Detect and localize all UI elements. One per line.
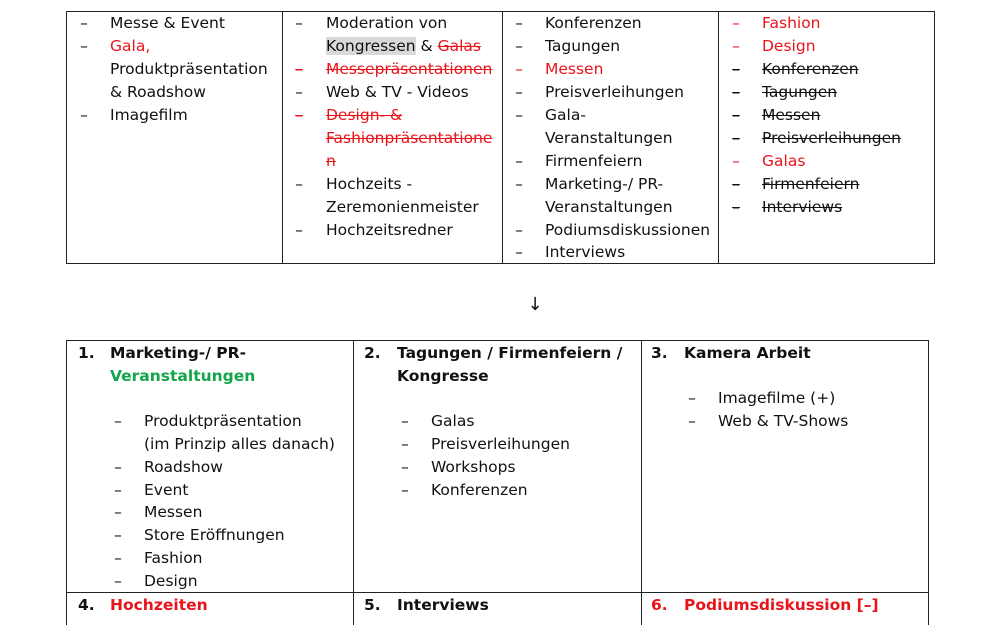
list-item-text: Konferenzen xyxy=(431,481,528,499)
dash-bullet: – xyxy=(401,412,409,430)
list-item-text: Messen xyxy=(144,503,203,521)
dash-bullet: – xyxy=(732,60,740,78)
top-table-divider-1 xyxy=(282,11,283,264)
dash-bullet: – xyxy=(114,572,122,590)
list-item-text: Interviews xyxy=(762,198,843,216)
dash-bullet: – xyxy=(401,481,409,499)
highlighted-text: Kongressen xyxy=(326,37,416,55)
cell-title: Kongresse xyxy=(397,367,489,385)
list-item-text: Store Eröffnungen xyxy=(144,526,285,544)
list-item-text: Fashionpräsentatione xyxy=(326,129,493,147)
list-item-text: Veranstaltungen xyxy=(545,129,673,147)
dash-bullet: – xyxy=(732,175,740,193)
dash-bullet: – xyxy=(114,549,122,567)
connector-text: & xyxy=(415,37,438,55)
dash-bullet: – xyxy=(401,458,409,476)
down-arrow-icon: ↓ xyxy=(527,294,543,315)
dash-bullet: – xyxy=(295,60,303,78)
list-item-text: Gala, xyxy=(110,37,151,55)
dash-bullet: – xyxy=(295,175,303,193)
dash-bullet: – xyxy=(80,14,88,32)
list-item-text: Hochzeits - xyxy=(326,175,413,193)
list-item-text: Firmenfeiern xyxy=(762,175,860,193)
list-item-text: Hochzeitsredner xyxy=(326,221,453,239)
bottom-table-border-top xyxy=(66,340,929,341)
list-item-text: Tagungen xyxy=(762,83,838,101)
list-item-text: Design- & xyxy=(326,106,403,124)
top-table-divider-3 xyxy=(718,11,719,264)
dash-bullet: – xyxy=(732,37,740,55)
list-item-text: Messepräsentationen xyxy=(326,60,493,78)
top-table-border-bottom xyxy=(66,263,935,264)
dash-bullet: – xyxy=(732,152,740,170)
list-item-text: Preisverleihungen xyxy=(431,435,570,453)
dash-bullet: – xyxy=(515,152,523,170)
dash-bullet: – xyxy=(515,14,523,32)
cell-title: Kamera Arbeit xyxy=(684,344,811,362)
list-item-text: Marketing-/ PR- xyxy=(545,175,664,193)
cell-number: 3. xyxy=(651,344,668,362)
list-item-text: Veranstaltungen xyxy=(545,198,673,216)
list-item-text: Moderation von xyxy=(326,14,448,32)
list-item-text: Produktpräsentation xyxy=(144,412,302,430)
cell-number: 4. xyxy=(78,596,95,614)
dash-bullet: – xyxy=(80,106,88,124)
dash-bullet: – xyxy=(515,175,523,193)
list-item-text xyxy=(326,35,481,58)
list-item-text: Fashion xyxy=(144,549,203,567)
list-item-text: Konferenzen xyxy=(762,60,859,78)
top-table-border-right xyxy=(934,11,935,264)
list-item-text: Galas xyxy=(762,152,806,170)
dash-bullet: – xyxy=(515,83,523,101)
cell-title: Marketing-/ PR- xyxy=(110,344,247,362)
cell-number: 5. xyxy=(364,596,381,614)
dash-bullet: – xyxy=(732,83,740,101)
list-item-text: Workshops xyxy=(431,458,516,476)
list-item-text: Imagefilme (+) xyxy=(718,389,836,407)
list-item-text: Konferenzen xyxy=(545,14,642,32)
list-item-text: Preisverleihungen xyxy=(545,83,684,101)
dash-bullet: – xyxy=(688,412,696,430)
bottom-table-divider-2 xyxy=(641,340,642,625)
cell-title: Podiumsdiskussion [–] xyxy=(684,596,879,614)
list-item-text: Firmenfeiern xyxy=(545,152,643,170)
list-item-text: Messen xyxy=(762,106,821,124)
dash-bullet: – xyxy=(732,129,740,147)
cell-number: 6. xyxy=(651,596,668,614)
list-item-text: Preisverleihungen xyxy=(762,129,901,147)
list-item-text: Roadshow xyxy=(144,458,223,476)
top-table-divider-2 xyxy=(502,11,503,264)
list-item-text: Tagungen xyxy=(545,37,621,55)
list-item-text: Web & TV-Shows xyxy=(718,412,849,430)
dash-bullet: – xyxy=(515,37,523,55)
list-item-text: & Roadshow xyxy=(110,83,206,101)
list-item-text: Zeremonienmeister xyxy=(326,198,479,216)
cell-title: Tagungen / Firmenfeiern / xyxy=(397,344,623,362)
dash-bullet: – xyxy=(114,503,122,521)
list-item-text: (im Prinzip alles danach) xyxy=(144,435,335,453)
dash-bullet: – xyxy=(295,106,303,124)
dash-bullet: – xyxy=(732,198,740,216)
dash-bullet: – xyxy=(295,14,303,32)
dash-bullet: – xyxy=(732,106,740,124)
top-table-border-left xyxy=(66,11,67,264)
bottom-table-border-right xyxy=(928,340,929,625)
struck-text: Galas xyxy=(437,37,481,55)
list-item-text: Messe & Event xyxy=(110,14,225,32)
dash-bullet: – xyxy=(688,389,696,407)
cell-number: 2. xyxy=(364,344,381,362)
dash-bullet: – xyxy=(114,481,122,499)
list-item-text: Web & TV - Videos xyxy=(326,83,469,101)
list-item-text: Podiumsdiskussionen xyxy=(545,221,711,239)
list-item-text: Gala- xyxy=(545,106,586,124)
dash-bullet: – xyxy=(515,243,523,261)
bottom-table-border-left xyxy=(66,340,67,625)
list-item-text: Fashion xyxy=(762,14,821,32)
list-item-text: Event xyxy=(144,481,189,499)
dash-bullet: – xyxy=(401,435,409,453)
dash-bullet: – xyxy=(295,83,303,101)
list-item-text: Design xyxy=(762,37,816,55)
list-item-text: Design xyxy=(144,572,198,590)
list-item-text: n xyxy=(326,152,336,170)
cell-number: 1. xyxy=(78,344,95,362)
dash-bullet: – xyxy=(515,106,523,124)
dash-bullet: – xyxy=(114,412,122,430)
dash-bullet: – xyxy=(114,458,122,476)
dash-bullet: – xyxy=(80,37,88,55)
cell-title-highlight: Veranstaltungen xyxy=(110,367,256,385)
dash-bullet: – xyxy=(515,221,523,239)
list-item-text: Imagefilm xyxy=(110,106,188,124)
dash-bullet: – xyxy=(295,221,303,239)
cell-title: Interviews xyxy=(397,596,489,614)
list-item-text: Galas xyxy=(431,412,475,430)
dash-bullet: – xyxy=(732,14,740,32)
bottom-table-divider-1 xyxy=(353,340,354,625)
dash-bullet: – xyxy=(515,60,523,78)
list-item-text: Produktpräsentation xyxy=(110,60,268,78)
dash-bullet: – xyxy=(114,526,122,544)
list-item-text: Interviews xyxy=(545,243,626,261)
cell-title: Hochzeiten xyxy=(110,596,208,614)
list-item-text: Messen xyxy=(545,60,604,78)
